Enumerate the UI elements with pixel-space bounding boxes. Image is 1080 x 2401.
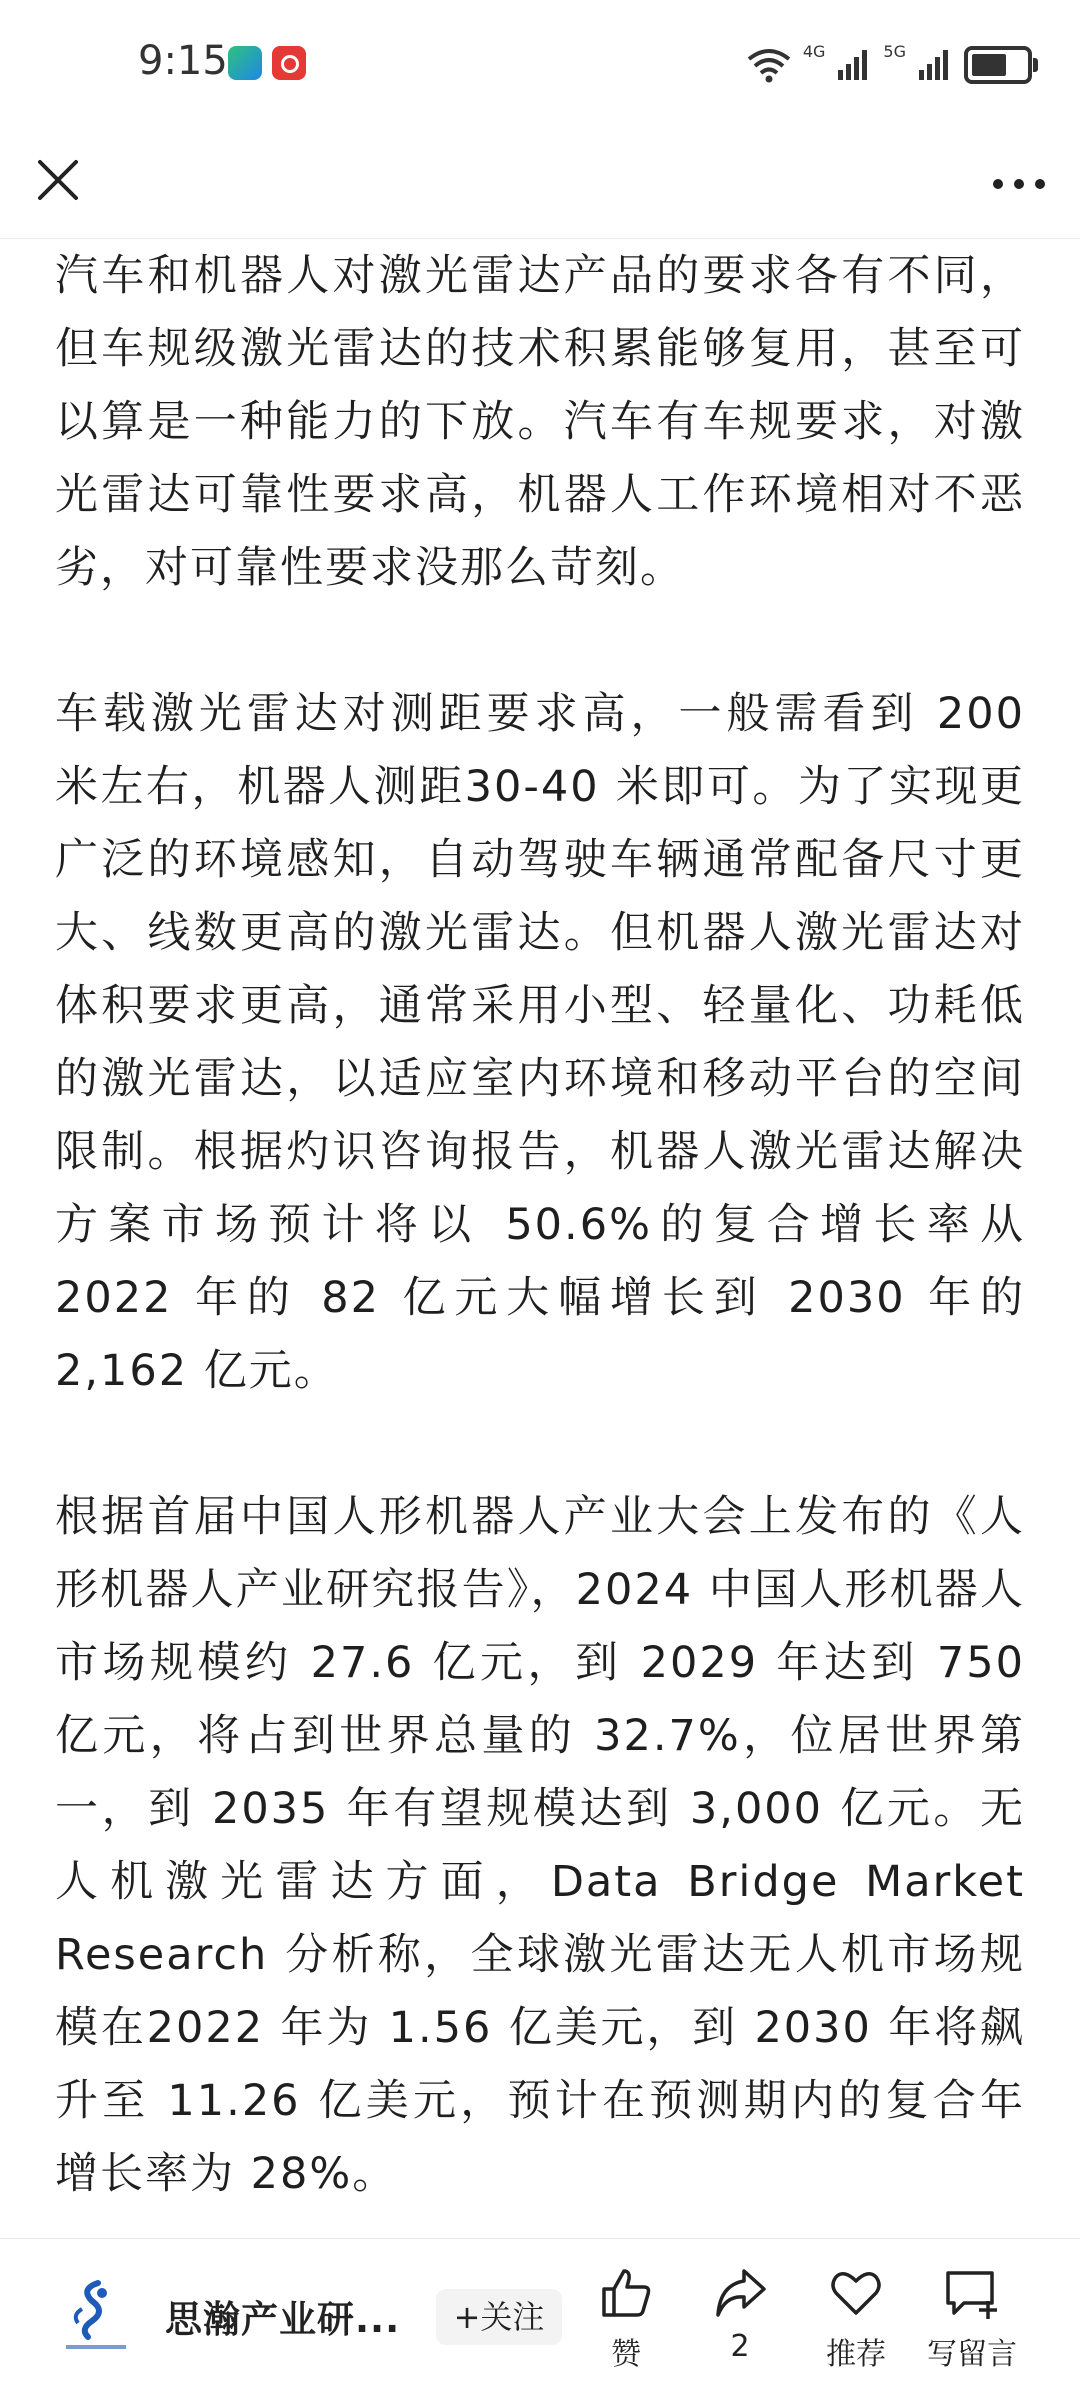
signal-icon: [837, 48, 871, 82]
article-body: [55, 240, 1025, 2284]
like-label: 赞: [611, 2337, 641, 2372]
app-notification-icon: [228, 46, 262, 80]
write-comment-button[interactable]: [912, 2265, 1032, 2373]
article-paragraph-1: 汽车和机器人对激光雷达产品的要求各有不同，但车规级激光雷达的技术积累能够复用，甚至可以算是一种能力的下放。汽车有车规要求，对激光雷达可靠性要求高，机器人工作环境相对不恶劣，对可靠性要求没那么苛刻。: [55, 251, 1025, 593]
article-paragraph-2: 车载激光雷达对测距要求高，一般需看到 200 米左右，机器人测距30-40 米即可。为了实现更广泛的环境感知，自动驾驶车辆通常配备尺寸更大、线数更高的激光雷达。但机器人激光雷达对体积要求更高，通常采用小型、轻量化、功耗低的激光雷达，以适应室内环境和移动平台的空间限制。根据灼识咨询报告，机器人激光雷达解决方案市场预计将以 50.6%的复合增长率从 2022 年的 82 亿元大幅增长到 2030 年的 2,162 亿元。: [55, 689, 1025, 1396]
battery-icon: [964, 46, 1032, 84]
follow-button[interactable]: +关注: [436, 2289, 562, 2345]
status-time: 9:15: [138, 38, 228, 84]
heart-icon: [828, 2265, 884, 2321]
comment-plus-icon: [942, 2265, 1002, 2321]
signal-icon-2: [918, 48, 952, 82]
status-indicators: [747, 40, 1032, 90]
top-nav-bar: [0, 130, 1080, 239]
network-type-label: 4G: [802, 41, 826, 61]
author-name[interactable]: 思瀚产业研...: [165, 2298, 401, 2341]
app-notification-icon-2: [272, 46, 306, 80]
network-type-label-2: 5G: [883, 41, 906, 61]
recommend-label: 推荐: [826, 2337, 886, 2372]
thumbs-up-icon: [598, 2265, 654, 2321]
status-bar: [0, 0, 1080, 130]
share-icon: [712, 2265, 768, 2321]
share-count: 2: [730, 2329, 750, 2364]
share-button[interactable]: [680, 2265, 800, 2364]
recommend-button[interactable]: [796, 2265, 916, 2373]
author-avatar[interactable]: [62, 2279, 130, 2355]
more-options-icon[interactable]: [984, 150, 1054, 210]
close-icon[interactable]: [28, 150, 88, 210]
wifi-icon: [747, 47, 791, 83]
bottom-action-bar: [0, 2238, 1080, 2401]
like-button[interactable]: [566, 2265, 686, 2373]
article-paragraph-3: 根据首届中国人形机器人产业大会上发布的《人形机器人产业研究报告》，2024 中国人形机器人市场规模约 27.6 亿元，到 2029 年达到 750 亿元，将占到世界总量的 32.7%，位居世界第一，到 2035 年有望规模达到 3,000 亿元。无人机激光雷达方面，Data Bridge Market Research 分析称，全球激光雷达无人机市场规模在2022 年为 1.56 亿美元，到 2030 年将飙升至 11.26 亿美元，预计在预测期内的复合年增长率为 28%。: [55, 1492, 1025, 2199]
write-comment-label: 写留言: [927, 2337, 1017, 2372]
